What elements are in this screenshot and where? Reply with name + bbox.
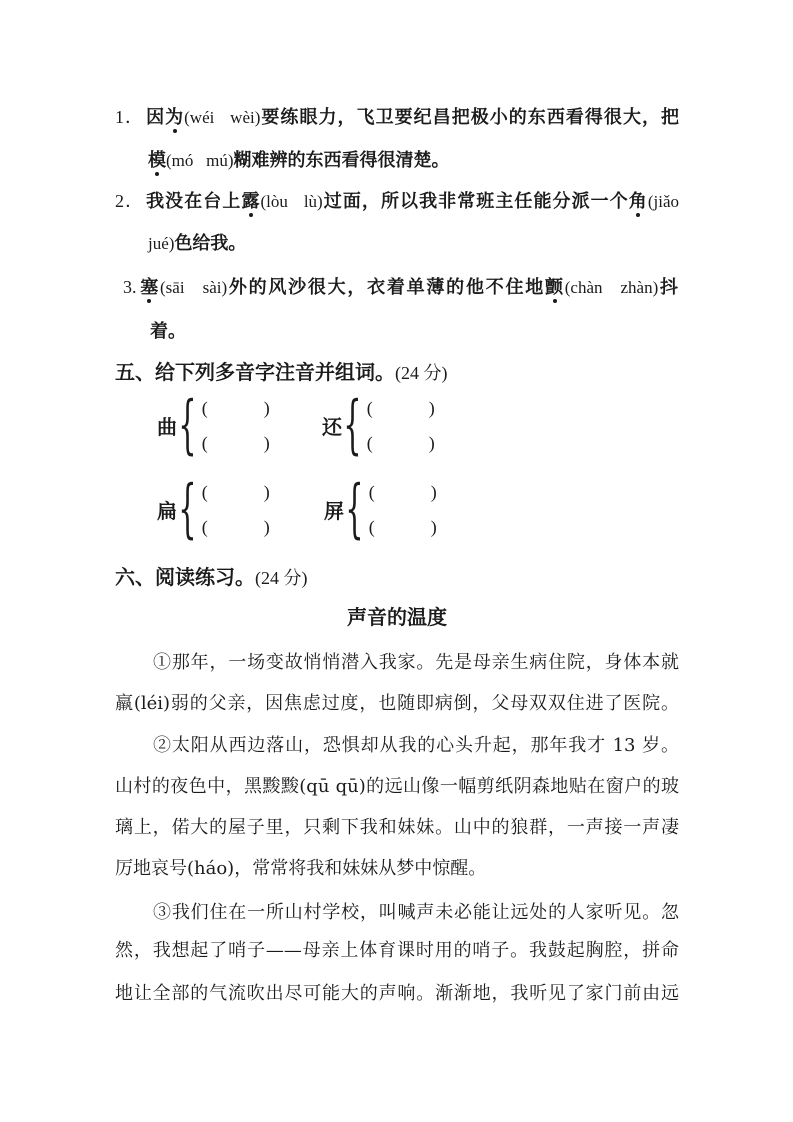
passage-line: ②太阳从西边落山，恐惧却从我的心头升起，那年我才 13 岁。	[153, 735, 679, 756]
brace-icon: {	[178, 388, 197, 462]
pinyin-annotation: (jiǎo	[647, 192, 679, 211]
pinyin-annotation: (sāi sài)	[160, 278, 228, 297]
polyphone-char: 屏	[324, 500, 344, 523]
section-5-score: (24 分)	[395, 363, 448, 383]
brace-icon: {	[345, 472, 364, 546]
paren-open: (	[368, 481, 375, 502]
polyphone-char: 扁	[157, 500, 177, 523]
polyphone-char: 还	[322, 416, 342, 439]
polyphone-group-huan	[322, 388, 435, 462]
cn-text: 外的风沙很大，衣着单薄的他不住地	[227, 277, 545, 297]
paren-open: (	[201, 481, 208, 502]
emphasized-char: 角	[628, 191, 648, 211]
section-5-heading	[115, 360, 679, 386]
pinyin-annotation: (wéi wèi)	[184, 108, 261, 127]
emphasized-char: 模	[148, 150, 166, 170]
answer-blank	[367, 397, 435, 419]
pinyin-annotation: (lòu lù)	[260, 192, 323, 211]
item-3-line-1	[123, 274, 678, 301]
polyphone-char: 曲	[157, 416, 177, 439]
passage-line: 羸(léi)弱的父亲，因焦虑过度，也随即病倒，父母双双住进了医院。	[115, 693, 679, 714]
answer-column	[369, 481, 437, 538]
cn-text: 要练眼力，飞卫要纪昌把极小的东西看得很大，把	[260, 107, 680, 127]
passage-line: 璃上，偌大的屋子里，只剩下我和妹妹。山中的狼群，一声接一声凄	[115, 817, 679, 838]
answer-column	[202, 397, 270, 454]
answer-column	[367, 397, 435, 454]
answer-blank	[367, 432, 435, 454]
answer-blank	[369, 481, 437, 503]
emphasized-char: 露	[241, 191, 261, 211]
paren-close: )	[263, 432, 270, 453]
cn-text: 因	[146, 107, 166, 127]
item-number: 1．	[115, 107, 145, 127]
section-6-heading	[115, 565, 679, 591]
paren-close: )	[263, 397, 270, 418]
section-6-title: 六、阅读练习。	[115, 567, 255, 589]
emphasized-char: 颤	[544, 277, 565, 297]
section-5-title: 五、给下列多音字注音并组词。	[115, 362, 395, 384]
item-2-line-1	[115, 188, 679, 215]
item-number: 3.	[123, 277, 137, 297]
pinyin-annotation: (chàn zhàn)	[564, 278, 659, 297]
passage-line: 厉地哀号(háo)，常常将我和妹妹从梦中惊醒。	[115, 858, 487, 879]
cn-text: 过面，所以我非常班主任能分派一个	[322, 191, 629, 211]
paren-open: (	[366, 397, 373, 418]
passage-line: ①那年，一场变故悄悄潜入我家。先是母亲生病住院，身体本就	[153, 652, 679, 673]
paren-open: (	[201, 516, 208, 537]
item-3-line-2	[150, 318, 714, 344]
paren-open: (	[201, 397, 208, 418]
brace-icon: {	[178, 472, 197, 546]
paren-close: )	[430, 516, 437, 537]
passage-line: 山村的夜色中，黑黢黢(qū qū)的远山像一幅剪纸阴森地贴在窗户的玻	[115, 776, 679, 797]
passage-line: 然，我想起了哨子——母亲上体育课时用的哨子。我鼓起胸腔，拼命	[115, 940, 679, 961]
passage-title: 声音的温度	[347, 607, 447, 629]
cn-text: 抖	[658, 277, 679, 297]
paren-close: )	[430, 481, 437, 502]
passage-line: ③我们住在一所山村学校，叫喊声未必能让远处的人家听见。忽	[153, 902, 679, 923]
emphasized-char: 为	[165, 107, 185, 127]
brace-icon: {	[343, 388, 362, 462]
paren-open: (	[201, 432, 208, 453]
answer-blank	[202, 397, 270, 419]
cn-text: 着。	[150, 321, 186, 341]
polyphone-group-ping	[324, 472, 437, 546]
answer-blank	[202, 432, 270, 454]
answer-blank	[202, 481, 270, 503]
paren-open: (	[368, 516, 375, 537]
item-1-line-2	[148, 147, 712, 174]
cn-text: 我没在台上	[146, 191, 242, 211]
pinyin-annotation: jué)	[148, 234, 175, 253]
polyphone-group-bian	[157, 472, 270, 546]
polyphone-group-qu	[157, 388, 270, 462]
answer-blank	[202, 516, 270, 538]
answer-column	[202, 481, 270, 538]
cn-text: 糊难辨的东西看得很清楚。	[233, 150, 450, 170]
item-1-line-1	[115, 104, 679, 131]
paren-close: )	[428, 397, 435, 418]
paren-close: )	[263, 481, 270, 502]
item-2-line-2	[148, 230, 712, 257]
pinyin-annotation: (mó mú)	[166, 151, 234, 170]
item-number: 2．	[115, 191, 145, 211]
emphasized-char: 塞	[138, 277, 161, 297]
paren-open: (	[366, 432, 373, 453]
cn-text: 色给我。	[174, 233, 247, 253]
paren-close: )	[263, 516, 270, 537]
section-6-score: (24 分)	[255, 568, 308, 588]
answer-blank	[369, 516, 437, 538]
passage-line: 地让全部的气流吹出尽可能大的声响。渐渐地，我听见了家门前由远	[115, 983, 679, 1004]
paren-close: )	[428, 432, 435, 453]
